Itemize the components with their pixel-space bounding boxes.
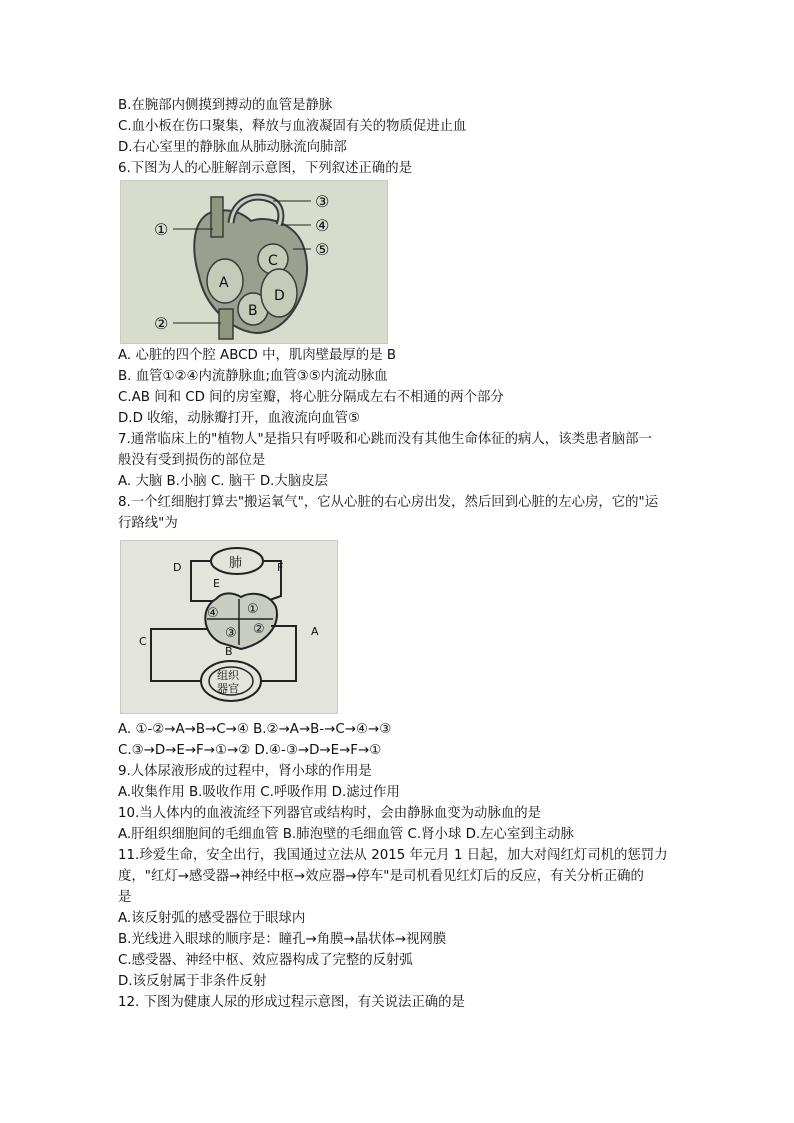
question-11-stem: 11.珍爱生命，安全出行，我国通过立法从 2015 年元月 1 日起，加大对闯红灯司机的惩罚力 bbox=[118, 848, 668, 863]
heart-part-1: ① bbox=[247, 602, 259, 617]
question-8-stem: 8.一个红细胞打算去"搬运氧气"，它从心脏的右心房出发，然后回到心脏的左心房，它的"运 bbox=[118, 495, 659, 510]
q6-option-b: B. 血管①②④内流静脉血;血管③⑤内流动脉血 bbox=[118, 369, 388, 384]
chamber-d-label: D bbox=[274, 288, 285, 304]
q6-option-a: A. 心脏的四个腔 ABCD 中，肌肉壁最厚的是 B bbox=[118, 348, 397, 363]
question-9-stem: 9.人体尿液形成的过程中，肾小球的作用是 bbox=[118, 764, 372, 779]
letter-c: C bbox=[139, 635, 147, 648]
question-7-stem: 7.通常临床上的"植物人"是指只有呼吸和心跳而没有其他生命体征的病人，该类患者脑部一 bbox=[118, 432, 652, 447]
heart-anatomy-figure bbox=[120, 180, 388, 344]
q6-option-d: D.D 收缩，动脉瓣打开，血液流向血管⑤ bbox=[118, 411, 360, 426]
letter-b: B bbox=[225, 645, 233, 658]
letter-d: D bbox=[173, 561, 182, 574]
letter-a: A bbox=[311, 625, 319, 638]
question-11-stem-end: 是 bbox=[118, 890, 132, 905]
chamber-a-label: A bbox=[219, 275, 229, 291]
question-7-stem-cont: 般没有受到损伤的部位是 bbox=[118, 453, 266, 468]
option-d-line: D.右心室里的静脉血从肺动脉流向肺部 bbox=[118, 140, 347, 155]
circulation-figure bbox=[120, 540, 338, 714]
vessel-5-label: ⑤ bbox=[315, 240, 330, 259]
heart-part-2: ② bbox=[253, 622, 265, 637]
organ-label-2: 器官 bbox=[217, 682, 239, 695]
chamber-c-label: C bbox=[268, 253, 278, 269]
q6-option-c: C.AB 间和 CD 间的房室瓣，将心脏分隔成左右不相通的两个部分 bbox=[118, 390, 504, 405]
option-c-line: C.血小板在伤口聚集，释放与血液凝固有关的物质促进止血 bbox=[118, 119, 467, 134]
question-8-stem-cont: 行路线"为 bbox=[118, 516, 178, 531]
question-12-stem: 12. 下图为健康人尿的形成过程示意图，有关说法正确的是 bbox=[118, 995, 465, 1010]
letter-e: E bbox=[213, 577, 220, 590]
question-6-stem: 6.下图为人的心脏解剖示意图，下列叙述正确的是 bbox=[118, 161, 412, 176]
q7-options: A. 大脑 B.小脑 C. 脑干 D.大脑皮层 bbox=[118, 474, 328, 489]
vessel-2-label: ② bbox=[154, 314, 169, 333]
q9-options: A.收集作用 B.吸收作用 C.呼吸作用 D.滤过作用 bbox=[118, 785, 400, 800]
letter-f: F bbox=[277, 561, 284, 574]
q10-options: A.肝组织细胞间的毛细血管 B.肺泡壁的毛细血管 C.肾小球 D.左心室到主动脉 bbox=[118, 827, 574, 842]
vessel-3-label: ③ bbox=[315, 192, 330, 211]
chamber-b-label: B bbox=[248, 303, 258, 319]
question-10-stem: 10.当人体内的血液流经下列器官或结构时，会由静脉血变为动脉血的是 bbox=[118, 806, 542, 821]
heart-part-3: ③ bbox=[225, 626, 237, 641]
option-b-line: B.在腕部内侧摸到搏动的血管是静脉 bbox=[118, 98, 333, 113]
lung-label: 肺 bbox=[229, 556, 243, 571]
organ-label-1: 组织 bbox=[217, 669, 239, 682]
q8-options-cd: C.③→D→E→F→①→② D.④-③→D→E→F→① bbox=[118, 743, 382, 758]
vessel-1-label: ① bbox=[154, 220, 169, 239]
question-11-stem-cont: 度，"红灯→感受器→神经中枢→效应器→停车"是司机看见红灯后的反应，有关分析正确的 bbox=[118, 869, 644, 884]
vessel-4-label: ④ bbox=[315, 216, 330, 235]
q11-option-c: C.感受器、神经中枢、效应器构成了完整的反射弧 bbox=[118, 953, 413, 968]
heart-part-4: ④ bbox=[207, 606, 219, 621]
q11-option-a: A.该反射弧的感受器位于眼球内 bbox=[118, 911, 306, 926]
q11-option-b: B.光线进入眼球的顺序是：瞳孔→角膜→晶状体→视网膜 bbox=[118, 932, 447, 947]
q8-options-ab: A. ①-②→A→B→C→④ B.②→A→B-→C→④→③ bbox=[118, 722, 392, 737]
q11-option-d: D.该反射属于非条件反射 bbox=[118, 974, 267, 989]
